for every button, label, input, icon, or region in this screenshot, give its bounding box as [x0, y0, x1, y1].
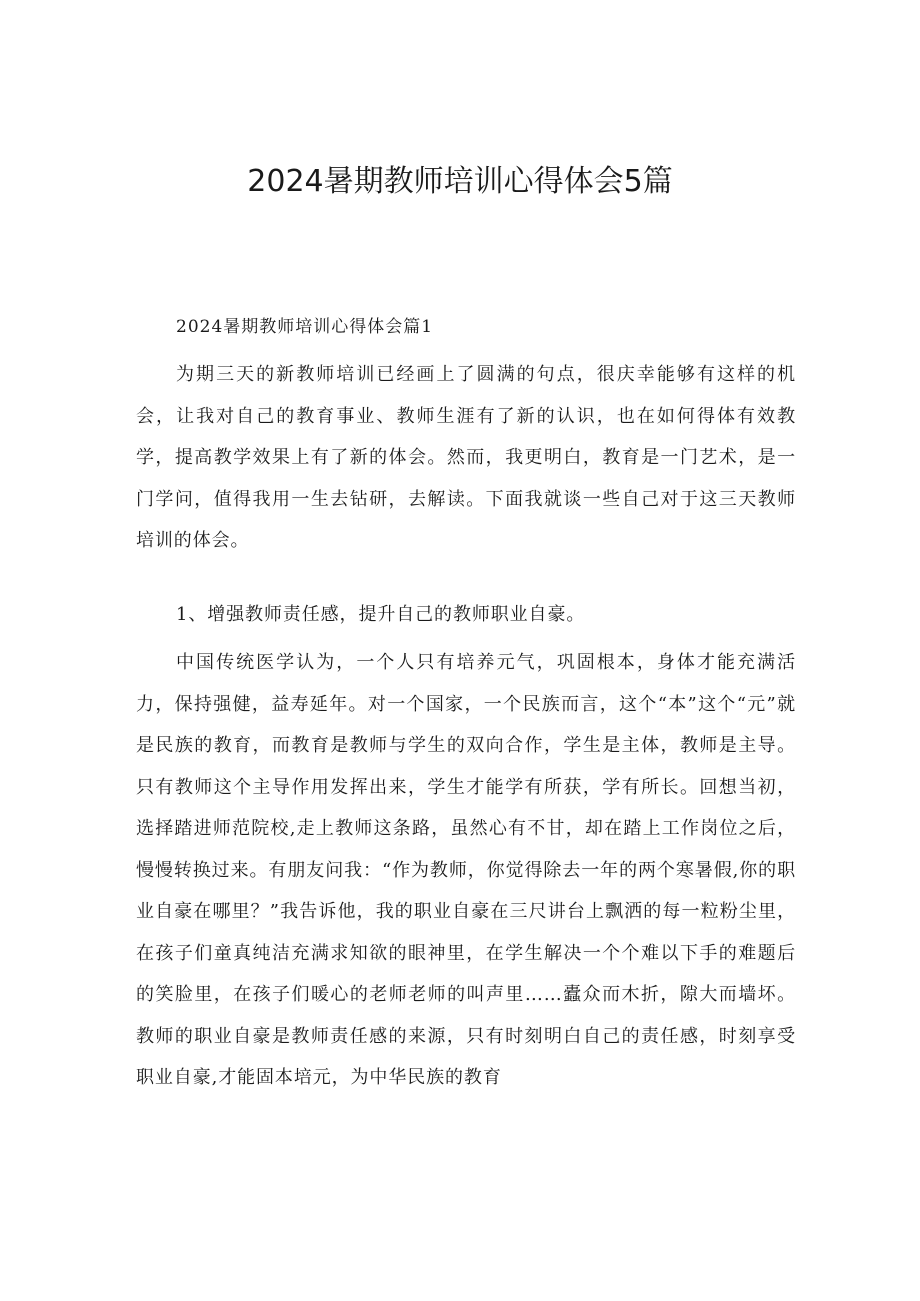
section-heading: 2024暑期教师培训心得体会篇1 [176, 317, 434, 337]
paragraph-body: 中国传统医学认为，一个人只有培养元气，巩固根本，身体才能充满活力，保持强健，益寿延年。对一个国家，一个民族而言，这个“本”这个“元”就是民族的教育，而教育是教师与学生的双向合作，学生是主体，教师是主导。只有教师这个主导作用发挥出来，学生才能学有所获，学有所长。回想当初，选择踏进师范院校,走上教师这条路，虽然心有不甘，却在踏上工作岗位之后，慢慢转换过来。有朋友问我：“作为教师，你觉得除去一年的两个寒暑假,你的职业自豪在哪里？”我告诉他，我的职业自豪在三尺讲台上飘洒的每一粒粉尘里，在孩子们童真纯洁充满求知欲的眼神里，在学生解决一个个难以下手的难题后的笑脸里，在孩子们暖心的老师老师的叫声里……蠹众而木折，隙大而墙坏。教师的职业自豪是教师责任感的来源，只有时刻明白自己的责任感，时刻享受职业自豪,才能固本培元，为中华民族的教育 [136, 652, 796, 1088]
paragraph-point-heading: 1、增强教师责任感，提升自己的教师职业自豪。 [176, 604, 586, 625]
document-title: 2024暑期教师培训心得体会5篇 [247, 164, 673, 199]
paragraph-intro: 为期三天的新教师培训已经画上了圆满的句点，很庆幸能够有这样的机会，让我对自己的教育事业、教师生涯有了新的认识，也在如何得体有效教学，提高教学效果上有了新的体会。然而，我更明白，教育是一门艺术，是一门学问，值得我用一生去钻研，去解读。下面我就谈一些自己对于这三天教师培训的体会。 [136, 364, 796, 551]
